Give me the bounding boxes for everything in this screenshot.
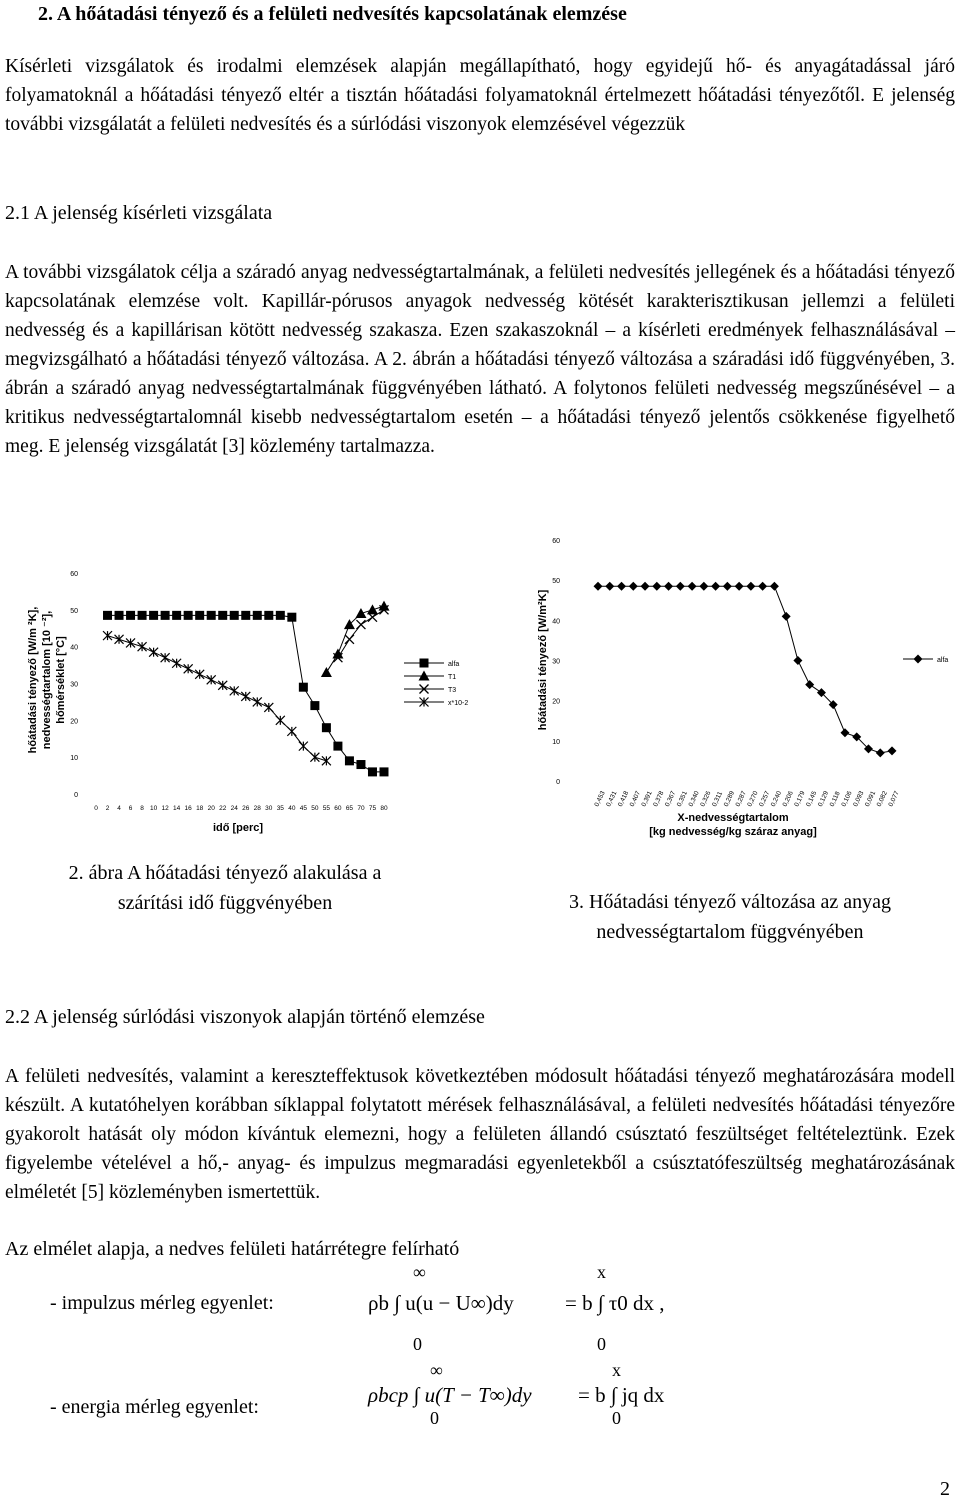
chart2-xtick: 0,351 <box>675 790 690 808</box>
chart1-xtick: 35 <box>276 805 284 812</box>
chart1-ytick: 60 <box>70 571 78 578</box>
figure2-caption <box>10 858 440 918</box>
chart2-point <box>664 582 673 591</box>
chart1-point <box>161 653 170 662</box>
chart1-xtick: 8 <box>140 805 144 812</box>
chart1-point <box>310 753 319 762</box>
chart2-xtick: 0,129 <box>816 790 831 808</box>
chart1-xtick: 45 <box>299 805 307 812</box>
eq2-rhs-lower: 0 <box>612 1408 621 1428</box>
chart2-legend <box>903 655 948 665</box>
chart2-xtick: 0,407 <box>628 790 642 808</box>
chart2-point <box>594 582 603 591</box>
chart2-point <box>782 612 791 621</box>
chart1-legend-entry: T1 <box>448 674 457 681</box>
chart1-point <box>356 760 365 769</box>
chart1-xtick: 30 <box>265 805 273 812</box>
chart2-series-line <box>598 586 892 753</box>
chart1-point <box>380 767 389 776</box>
chart2-xtick: 0,206 <box>781 790 795 808</box>
figure3-chart <box>520 525 960 845</box>
eq1-rhs-lower: 0 <box>597 1334 606 1354</box>
chart1-point <box>218 681 227 690</box>
chart1-point <box>241 692 250 701</box>
chart2-xtick: 0,240 <box>769 790 784 808</box>
chart1-point <box>138 611 147 620</box>
figure3-caption-line1: 3. Hőátadási tényező változása az anyag <box>568 891 892 913</box>
chart1-xtick: 14 <box>173 805 181 812</box>
chart2-xtick: 0,106 <box>840 790 854 808</box>
chart1-point <box>161 611 170 620</box>
chart1-point <box>264 611 273 620</box>
eq1-rhs-upper: x <box>597 1262 606 1282</box>
figure2-caption-line2: szárítási idő függvényében <box>117 892 333 914</box>
chart2-ylabel <box>537 589 549 730</box>
chart1-point <box>333 742 342 751</box>
chart1-point <box>218 611 227 620</box>
chart2-point <box>676 582 685 591</box>
theory-line: Az elmélet alapja, a nedves felületi határrétegre felírható <box>5 1238 460 1260</box>
chart2-xtick: 0,289 <box>722 790 737 808</box>
chart2-xtick: 0,118 <box>828 790 842 808</box>
chart2-xtick: 0,257 <box>758 790 772 808</box>
chart1-point <box>115 635 124 644</box>
chart1-ytick: 0 <box>74 792 78 799</box>
figure3-caption-line2: nedvességtartalom függvényében <box>596 921 864 943</box>
chart2-xlabel-line: X-nedvességtartalom <box>677 812 789 824</box>
chart2-ytick: 60 <box>552 538 560 545</box>
chart1-xtick: 26 <box>242 805 250 812</box>
chart2-point <box>758 582 767 591</box>
chart1-point <box>253 611 262 620</box>
chart2-point <box>746 582 755 591</box>
eq1-label: - impulzus mérleg egyenlet: <box>50 1292 274 1314</box>
equations <box>350 1262 730 1432</box>
chart2-series <box>594 582 897 758</box>
eq1-lhs: ρb ∫ u(u − U∞)dy <box>368 1291 514 1315</box>
chart1-point <box>276 611 285 620</box>
chart2-point <box>652 582 661 591</box>
chart1-legend-marker <box>420 659 429 668</box>
chart1-point <box>322 723 331 732</box>
chart2-point <box>888 746 897 755</box>
chart1-point <box>241 611 250 620</box>
chart1-point <box>299 683 308 692</box>
chart1-point <box>299 742 308 751</box>
chart1-series-line <box>108 636 327 761</box>
chart1-series <box>103 601 389 777</box>
chart1-ytick: 20 <box>70 718 78 726</box>
chart1-point <box>184 611 193 620</box>
chart2-xtick: 0,270 <box>746 790 760 808</box>
chart1-point <box>149 648 158 657</box>
chart1-point <box>356 620 365 629</box>
chart2-xtick: 0,082 <box>875 790 889 808</box>
chart1-xtick: 55 <box>322 805 331 812</box>
chart2-xtick: 0,311 <box>711 790 725 808</box>
chart2-point <box>605 582 614 591</box>
eq1-rhs: = b ∫ τ0 dx , <box>565 1291 665 1315</box>
chart1-point <box>115 611 124 620</box>
chart1-xtick: 22 <box>219 805 227 812</box>
chart1-point <box>126 638 135 647</box>
eq2-lhs: ρbcp ∫ u(T − T∞)dy <box>368 1383 532 1407</box>
chart2-xtick: 0,453 <box>593 790 607 808</box>
chart2-xlabel-line: [kg nedvesség/kg száraz anyag] <box>649 826 817 838</box>
chart1-point <box>287 613 296 622</box>
chart2-point <box>629 582 638 591</box>
chart1-point <box>345 756 354 765</box>
chart2-ticks <box>552 538 901 808</box>
chart1-xtick: 65 <box>345 805 354 812</box>
chart1-point <box>253 697 262 706</box>
chart1-legend-entry: T3 <box>448 687 457 694</box>
chart1-xtick: 50 <box>311 805 319 812</box>
chart1-xtick: 28 <box>253 805 261 812</box>
chart2-xtick: 0,326 <box>699 790 713 808</box>
chart2-legend-entry: alfa <box>937 657 949 664</box>
eq1-lhs-lower: 0 <box>413 1334 422 1354</box>
chart2-point <box>723 582 732 591</box>
chart2-point <box>641 582 650 591</box>
eq2-lhs-upper: ∞ <box>430 1360 443 1380</box>
chart1-point <box>230 611 239 620</box>
chart1-ticks <box>70 571 388 812</box>
chart2-xtick: 0,367 <box>664 790 678 808</box>
chart2-xtick: 0,391 <box>640 790 654 808</box>
eq2-rhs: = b ∫ jq dx <box>578 1383 665 1407</box>
chart1-point <box>287 727 296 736</box>
chart2-ylabel-text: hőátadási tényező [W/m²K] <box>537 589 549 731</box>
chart2-xtick: 0,378 <box>652 790 666 808</box>
section22-title: 2.2 A jelenség súrlódási viszonyok alapján történő elemzése <box>5 1006 485 1028</box>
chart1-series-line <box>326 606 384 672</box>
figure3-caption <box>520 887 940 947</box>
section21-title: 2.1 A jelenség kísérleti vizsgálata <box>5 202 273 224</box>
chart1-xlabel: idő [perc] <box>212 822 264 834</box>
chart1-point <box>322 756 331 765</box>
figure2-chart <box>0 540 490 840</box>
chart1-point <box>138 642 147 651</box>
chart1-legend <box>404 659 468 708</box>
chart1-ylabel-line: hőmérséklet [°C] <box>55 636 67 724</box>
chart1-point <box>126 611 135 620</box>
chart1-ytick: 30 <box>70 681 78 689</box>
chart2-ytick: 10 <box>552 738 560 746</box>
chart1-point <box>321 667 332 677</box>
chart2-point <box>699 582 708 591</box>
chart1-xtick: 10 <box>149 805 158 812</box>
chart1-point <box>103 611 112 620</box>
section22-paragraph: A felületi nedvesítés, valamint a kereszteffektusok következtében módosult hőátadási tényező meghatározására modell készült. A kutatóhelyen korábban síklappal folytatott mérések felhasználásával, a felületi nedvesítés hőátadási tényezőre gyakorolt hatását oly módon kívántuk elemezni, hogy a felületen állandó csúsztató feszültséget feltételeztünk. Ezek figyelembe vételével a hő,- anyag- és impulzus megmaradási egyenletekből a csúsztatófeszültség meghatározásának elméletét [5] közleményben ismertettük. <box>5 1066 955 1203</box>
chart2-point <box>793 656 802 665</box>
chart1-xtick: 70 <box>357 805 365 812</box>
chart1-xtick: 4 <box>117 805 121 812</box>
chart1-legend-entry: x*10-2 <box>448 700 469 707</box>
chart1-ylabel-line: hőátadási tényező [W/m ²K], <box>27 606 39 754</box>
chart1-xtick: 75 <box>368 805 377 812</box>
chart2-xlabel <box>649 812 817 838</box>
chart2-ytick: 30 <box>552 658 560 666</box>
chart1-point <box>195 670 204 679</box>
chart1-xtick: 24 <box>230 805 238 812</box>
chart2-xtick: 0,091 <box>863 790 878 808</box>
chart1-point <box>310 701 319 710</box>
chart1-xtick: 0 <box>94 805 98 812</box>
chart2-xtick: 0,418 <box>616 790 631 808</box>
chart2-point <box>735 582 744 591</box>
chart1-ytick: 40 <box>70 644 78 652</box>
chart1-point <box>195 611 204 620</box>
page-number: 2 <box>940 1478 950 1500</box>
chart1-xtick: 18 <box>196 805 204 812</box>
chart1-ylabel-line: nedvességtartalom [10 ⁻²], <box>41 610 53 750</box>
chart2-point <box>770 582 779 591</box>
chart1-point <box>184 664 193 673</box>
chart1-point <box>264 703 273 712</box>
chart1-xtick: 6 <box>128 805 133 812</box>
chart1-xtick: 20 <box>207 805 215 812</box>
eq1-lhs-upper: ∞ <box>413 1262 426 1282</box>
chart1-point <box>149 611 158 620</box>
chart2-point <box>688 582 697 591</box>
intro-paragraph: Kísérleti vizsgálatok és irodalmi elemzések alapján megállapítható, hogy egyidejű hő- és anyagátadással járó folyamatoknál a hőátadási tényező eltér a tisztán hőátadási folyamatoknál értelmezett hőátadási tényezőtől. E jelenség további vizsgálatát a felületi nedvesítés és a súrlódási viszonyok elemzésével végezzük <box>5 56 955 135</box>
figure2-caption-line1: 2. ábra A hőátadási tényező alakulása a <box>68 862 382 884</box>
section2-title: 2. A hőátadási tényező és a felületi nedvesítés kapcsolatának elemzése <box>38 3 627 25</box>
chart2-ytick: 40 <box>552 618 560 626</box>
chart1-point <box>207 611 216 620</box>
eq2-rhs-upper: x <box>612 1360 621 1380</box>
chart1-xtick: 80 <box>380 805 388 812</box>
chart2-xtick: 0,340 <box>687 790 701 808</box>
chart1-ytick: 50 <box>70 607 78 615</box>
chart2-ytick: 20 <box>552 698 560 706</box>
chart1-xtick: 40 <box>288 805 296 812</box>
chart1-point <box>103 631 112 640</box>
chart2-point <box>876 748 885 757</box>
chart2-ytick: 0 <box>556 779 560 786</box>
chart1-xtick: 16 <box>184 805 192 812</box>
eq2-lhs-lower: 0 <box>430 1408 439 1428</box>
chart2-xtick: 0,287 <box>734 790 748 808</box>
chart1-ytick: 10 <box>70 755 78 763</box>
chart2-xtick: 0,179 <box>793 790 807 808</box>
chart1-point <box>172 611 181 620</box>
chart2-legend-marker <box>914 655 923 664</box>
chart1-point <box>276 716 285 725</box>
chart2-ytick: 50 <box>552 578 560 586</box>
chart1-xtick: 60 <box>334 805 342 812</box>
chart2-xtick: 0,093 <box>852 790 866 808</box>
eq2-label: - energia mérleg egyenlet: <box>50 1396 259 1418</box>
chart1-xtick: 12 <box>161 805 169 812</box>
chart2-point <box>617 582 626 591</box>
chart2-xtick: 0,077 <box>887 790 901 808</box>
chart1-point <box>355 608 366 618</box>
chart1-point <box>368 767 377 776</box>
chart1-point <box>230 686 239 695</box>
chart2-point <box>805 680 814 689</box>
chart2-point <box>711 582 720 591</box>
chart1-ylabel <box>27 607 67 754</box>
chart2-xtick: 0,431 <box>605 790 619 808</box>
section21-paragraph: A további vizsgálatok célja a száradó anyag nedvességtartalmának, a felületi nedvesítés jellegének és a hőátadási tényező kapcsolatának elemzése volt. Kapillár-pórusos anyagok nedvesség kötését karakterisztikusan jellemzi a felületi nedvesség és a kapillárisan kötött nedvesség szakasza. Ezen szakaszoknál – a kísérleti eredmények felhasználásával – megvizsgálható a hőátadási tényező változása. A 2. ábrán a hőátadási tényező változása a száradási idő függvényében, 3. ábrán a száradó anyag nedvességtartalmának függvényében látható. A folytonos felületi nedvesség megszűnésével – a kritikus nedvességtartalomnál kisebb nedvességtartalom esetén – a hőátadási tényező jelentős csökkenése figyelhető meg. E jelenség vizsgálatát [3] közlemény tartalmazza. <box>5 262 955 457</box>
chart1-legend-entry: alfa <box>448 661 460 668</box>
chart1-xtick: 2 <box>105 805 110 812</box>
chart1-point <box>172 659 181 668</box>
chart2-xtick: 0,145 <box>805 790 819 808</box>
chart1-point <box>345 635 354 644</box>
chart2-point <box>840 728 849 737</box>
chart1-point <box>207 675 216 684</box>
